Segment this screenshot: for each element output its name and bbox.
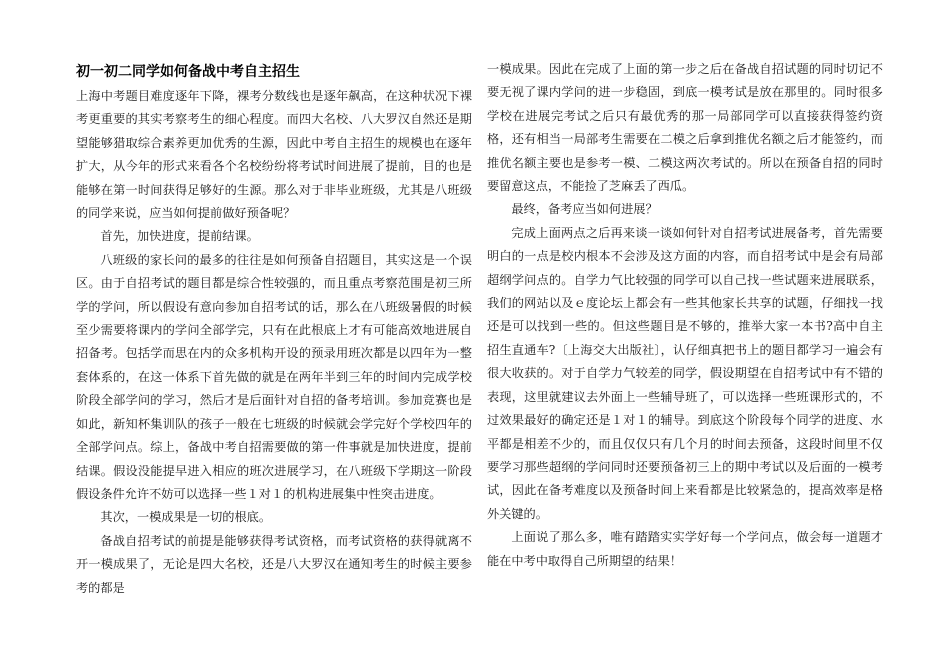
left-column xyxy=(76,62,472,600)
body-paragraph: 备战自招考试的前提是能够获得考试资格，而考试资格的获得就离不开一模成果了，无论是四大名校，还是八大罗汉在通知考生的时候主要参考的都是 xyxy=(76,533,472,595)
closing-paragraph: 上面说了那么多，唯有踏踏实实学好每一个学问点，做会每一道题才能在中考中取得自己所期望的结果！ xyxy=(487,530,883,568)
right-column xyxy=(487,58,883,573)
article-title: 初一初二同学如何备战中考自主招生 xyxy=(76,64,300,80)
body-paragraph-continued: 一模成果。因此在完成了上面的第一步之后在备战自招试题的同时切记不要无视了课内学问的进一步稳固，到底一模考试是放在那里的。同时很多学校在进展完考试之后只有最优秀的那一局部同学可以直接获得签约资格，还有相当一局部考生需要在二模之后拿到推优名额之后才能签约，而推优名额主要也是参考一模、二模这两次考试的。所以在预备自招的同时要留意这点，不能捡了芝麻丢了西瓜。 xyxy=(487,62,883,194)
intro-paragraph: 上海中考题目难度逐年下降，裸考分数线也是逐年飙高，在这种状况下裸考更重要的其实考察考生的细心程度。而四大名校、八大罗汉自然还是期望能够猎取综合素养更加优秀的生源，因此中考自主招生的规模也在逐年扩大，从今年的形式来看各个名校纷纷将考试时间进展了提前，目的也是能够在第一时间获得足够好的生源。那么对于非毕业班级，尤其是八班级的同学来说，应当如何提前做好预备呢？ xyxy=(76,89,472,221)
body-paragraph: 完成上面两点之后再来谈一谈如何针对自招考试进展备考，首先需要明白的一点是校内根本不会涉及这方面的内容，而自招考试中是会有局部超纲学问点的。自学力气比较强的同学可以自己找一些试题来进展联系，我们的网站以及ｅ度论坛上都会有一些其他家长共享的试题，仔细找一找还是可以找到一些的。但这些题目是不够的，推举大家一本书?高中自主招生直通车?〔上海交大出版社〕，认仔细真把书上的题目都学习一遍会有很大收获的。对于自学力气较差的同学，假设期望在自招考试中有不错的表现，这里就建议去外面上一些辅导班了，可以选择一些班课形式的，不过效果最好的确定还是１对１的辅导。到底这个阶段每个同学的进度、水平都是相差不少的，而且仅仅只有几个月的时间去预备，这段时间里不仅要学习那些超纲的学问同时还要预备初三上的期中考试以及后面的一模考试，因此在备考难度以及预备时间上来看都是比较紧急的，提高效率是格外关键的。 xyxy=(487,225,883,521)
section-heading-final: 最终，备考应当如何进展？ xyxy=(511,202,658,217)
section-heading-first: 首先，加快进度，提前结课。 xyxy=(100,229,259,244)
section-heading-second: 其次，一模成果是一切的根底。 xyxy=(100,510,272,525)
body-paragraph: 八班级的家长问的最多的往往是如何预备自招题目，其实这是一个误区。由于自招考试的题目都是综合性较强的，而且重点考察范围是初三所学的学问，所以假设有意向参加自招考试的话，那么在八班级暑假的时候至少需要将课内的学问全部学完，只有在此根底上才有可能高效地进展自招备考。包括学而思在内的众多机构开设的预录用班次都是以四年为一整套体系的，在这一体系下首先做的就是在两年半到三年的时间内完成学校阶段全部学问的学习，然后才是后面针对自招的备考培训。参加竞赛也是如此，新知杯集训队的孩子一般在七班级的时候就会学完好个学校四年的全部学问点。综上，备战中考自招需要做的第一件事就是加快进度，提前结课。假设没能提早进入相应的班次进展学习，在八班级下学期这一阶段假设条件允许不妨可以选择一些１对１的机构进展集中性突击进度。 xyxy=(76,252,472,501)
